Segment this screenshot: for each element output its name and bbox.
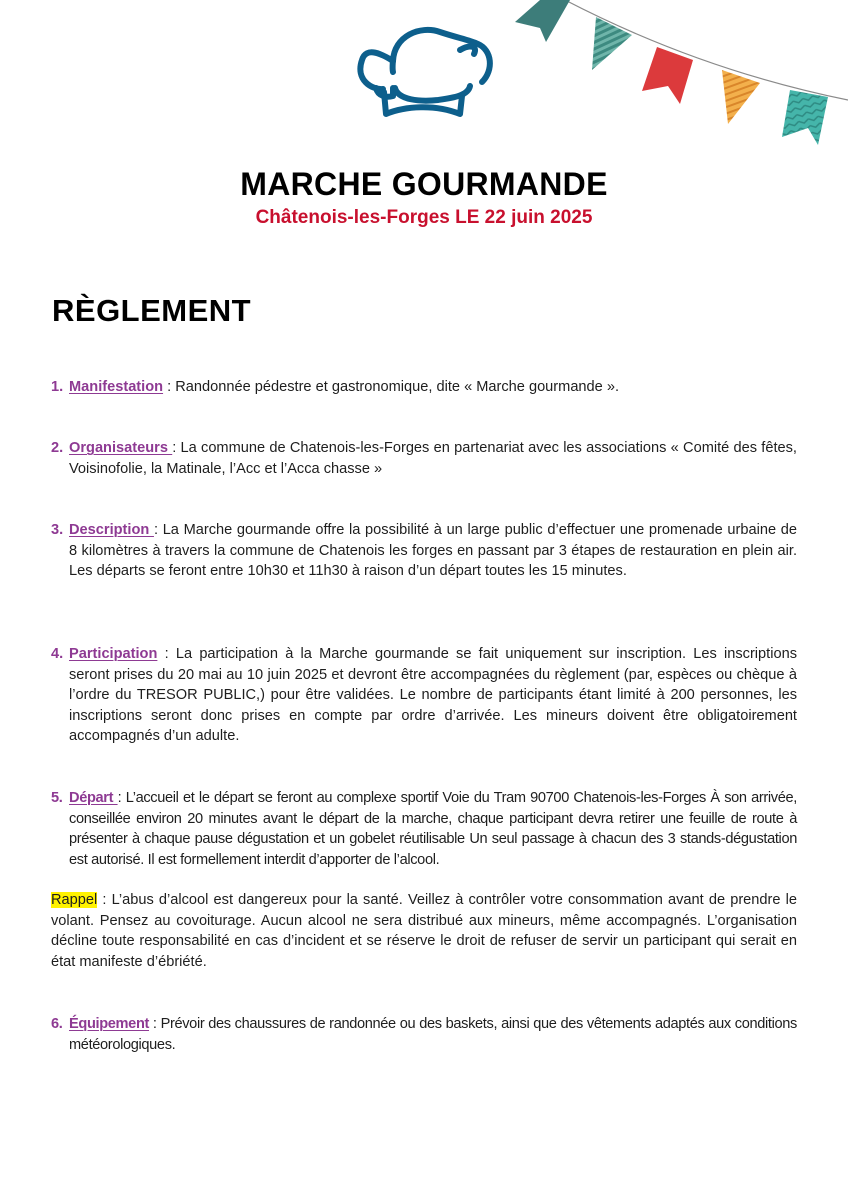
rule-number: 3.	[51, 522, 64, 538]
rule-text: La Marche gourmande offre la possibilité à un large public d’effectuer une promenade urbaine de 8 kilomètres à travers la commune de Chatenois les forges en passant par 3 étapes de restauration en plein air. Les départs se feront entre 10h30 et 11h30 à raison d’un départ toutes les 15 minutes.	[69, 522, 798, 580]
rule-number: 5.	[51, 790, 63, 806]
rule-separator: :	[163, 379, 176, 395]
rule-item-manifestation	[51, 377, 797, 398]
rule-separator: :	[157, 646, 176, 662]
rule-text: Prévoir des chaussures de randonnée ou des baskets, ainsi que des vêtements adaptés aux conditions météorologiques.	[69, 1016, 797, 1053]
rule-text: Randonnée pédestre et gastronomique, dite « Marche gourmande ».	[175, 379, 620, 395]
page-title: MARCHE GOURMANDE	[240, 166, 608, 202]
rule-item-participation	[51, 644, 797, 747]
rule-heading: Équipement	[69, 1016, 150, 1032]
rule-number: 2.	[51, 440, 64, 456]
rule-item-organisateurs	[51, 438, 797, 479]
rule-separator: :	[172, 440, 181, 456]
bunting-flags-icon	[515, 0, 828, 145]
rule-text: L’accueil et le départ se feront au complexe sportif Voie du Tram 90700 Chatenois-les-Forges À son arrivée, conseillée environ 20 minutes avant le départ de la marche, chaque participant devra retirer une feuille de route à présenter à chaque pause dégustation et un gobelet réutilisable Un seul passage à chacun des 3 stands-dégustation est autorisé. Il est formellement interdit d’apporter de l’alcool.	[69, 790, 797, 868]
header-decoration	[0, 0, 848, 160]
rule-text: La commune de Chatenois-les-Forges en partenariat avec les associations « Comité des fêtes, Voisinofolie, la Matinale, l’Acc et l’Acca chasse »	[69, 440, 797, 477]
rule-item-depart	[51, 788, 797, 870]
rule-separator: :	[149, 1016, 161, 1032]
rule-heading: Départ	[69, 790, 118, 806]
rule-item-equipement	[51, 1014, 797, 1055]
event-subtitle: Châtenois-les-Forges LE 22 juin 2025	[255, 207, 593, 228]
rappel-separator: :	[97, 892, 112, 908]
rule-separator: :	[153, 522, 163, 538]
rule-number: 6.	[51, 1016, 63, 1032]
rule-item-description	[51, 520, 797, 582]
rule-number: 1.	[51, 379, 64, 395]
rappel-text: L’abus d’alcool est dangereux pour la santé. Veillez à contrôler votre consommation avant de prendre le volant. Pensez au covoiturage. Aucun alcool ne sera distribué aux mineurs, même accompagnés. L’organisation décline toute responsabilité en cas d’incident et se réserve le droit de refuser de servir un participant qui serait en état manifeste d’ébriété.	[51, 892, 797, 970]
rappel-label: Rappel	[51, 892, 98, 908]
rule-separator: :	[117, 790, 126, 806]
rule-heading: Participation	[69, 646, 158, 662]
rule-heading: Organisateurs	[69, 440, 173, 456]
rappel-notice	[51, 890, 797, 972]
chef-hat-icon	[360, 30, 490, 114]
rule-heading: Manifestation	[69, 379, 164, 395]
rule-heading: Description	[69, 522, 154, 538]
section-title: RÈGLEMENT	[52, 293, 252, 328]
rule-text: La participation à la Marche gourmande se fait uniquement sur inscription. Les inscriptions seront prises du 20 mai au 10 juin 2025 et devront être accompagnées du règlement (par, espèces ou chèque à l’ordre du TRESOR PUBLIC,) pour être validées. Le nombre de participants étant limité à 200 personnes, les inscriptions seront donc prises en compte par ordre d’arrivée. Les mineurs doivent être obligatoirement accompagnés d’un adulte.	[69, 646, 797, 745]
rule-number: 4.	[51, 646, 64, 662]
